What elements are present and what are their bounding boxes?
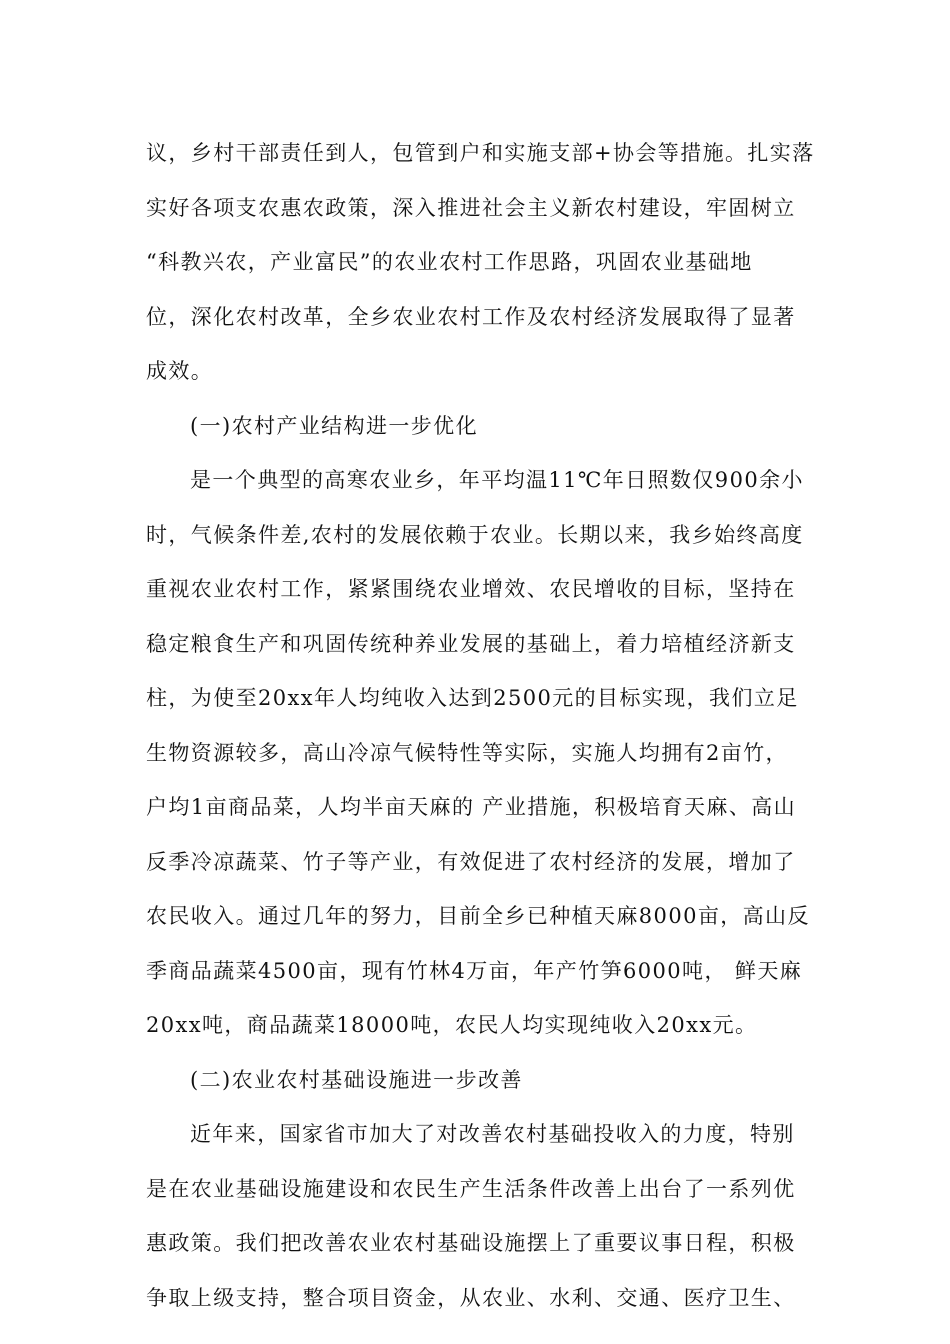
text-line: 实好各项支农惠农政策，深入推进社会主义新农村建设，牢固树立 — [146, 195, 796, 220]
body-text — [146, 126, 815, 1325]
text-line: 稳定粮食生产和巩固传统种养业发展的基础上，着力培植经济新支 — [146, 631, 796, 656]
text-line: 议，乡村干部责任到人，包管到户和实施支部+协会等措施。扎实落 — [146, 141, 815, 165]
text-line: “科教兴农，产业富民”的农业农村工作思路，巩固农业基础地 — [146, 250, 753, 274]
text-line: 户均1亩商品菜，人均半亩天麻的 产业措施，积极培育天麻、高山 — [146, 795, 797, 819]
text-line: 争取上级支持，整合项目资金，从农业、水利、交通、医疗卫生、 — [146, 1285, 796, 1310]
text-line: 是在农业基础设施建设和农民生产生活条件改善上出台了一系列优 — [146, 1176, 796, 1201]
text-line: 生物资源较多，高山冷凉气候特性等实际，实施人均拥有2亩竹， — [146, 740, 788, 765]
section-heading-1: (一)农村产业结构进一步优化 — [190, 413, 478, 438]
text-line: 位，深化农村改革，全乡农业农村工作及农村经济发展取得了显著 — [146, 304, 796, 329]
text-line: 重视农业农村工作，紧紧围绕农业增效、农民增收的目标，坚持在 — [146, 577, 796, 601]
text-line: 20xx吨，商品蔬菜18000吨，农民人均实现纯收入20xx元。 — [146, 1013, 758, 1037]
text-line: 季商品蔬菜4500亩，现有竹林4万亩，年产竹笋6000吨， 鲜天麻 — [146, 958, 803, 983]
text-line: 反季冷凉蔬菜、竹子等产业，有效促进了农村经济的发展，增加了 — [146, 849, 796, 874]
text-line: 农民收入。通过几年的努力，目前全乡已种植天麻8000亩，高山反 — [146, 904, 810, 928]
text-line: 柱，为使至20xx年人均纯收入达到2500元的目标实现，我们立足 — [146, 686, 799, 710]
text-line: 是一个典型的高寒农业乡，年平均温11℃年日照数仅900余小 — [190, 468, 804, 492]
text-line: 时，气候条件差,农村的发展依赖于农业。长期以来，我乡始终高度 — [146, 522, 804, 547]
text-line: 成效。 — [146, 359, 214, 383]
text-line: 近年来，国家省市加大了对改善农村基础投收入的力度，特别 — [190, 1122, 795, 1146]
text-line: 惠政策。我们把改善农业农村基础设施摆上了重要议事日程，积极 — [146, 1231, 796, 1255]
section-heading-2: (二)农业农村基础设施进一步改善 — [190, 1067, 523, 1092]
